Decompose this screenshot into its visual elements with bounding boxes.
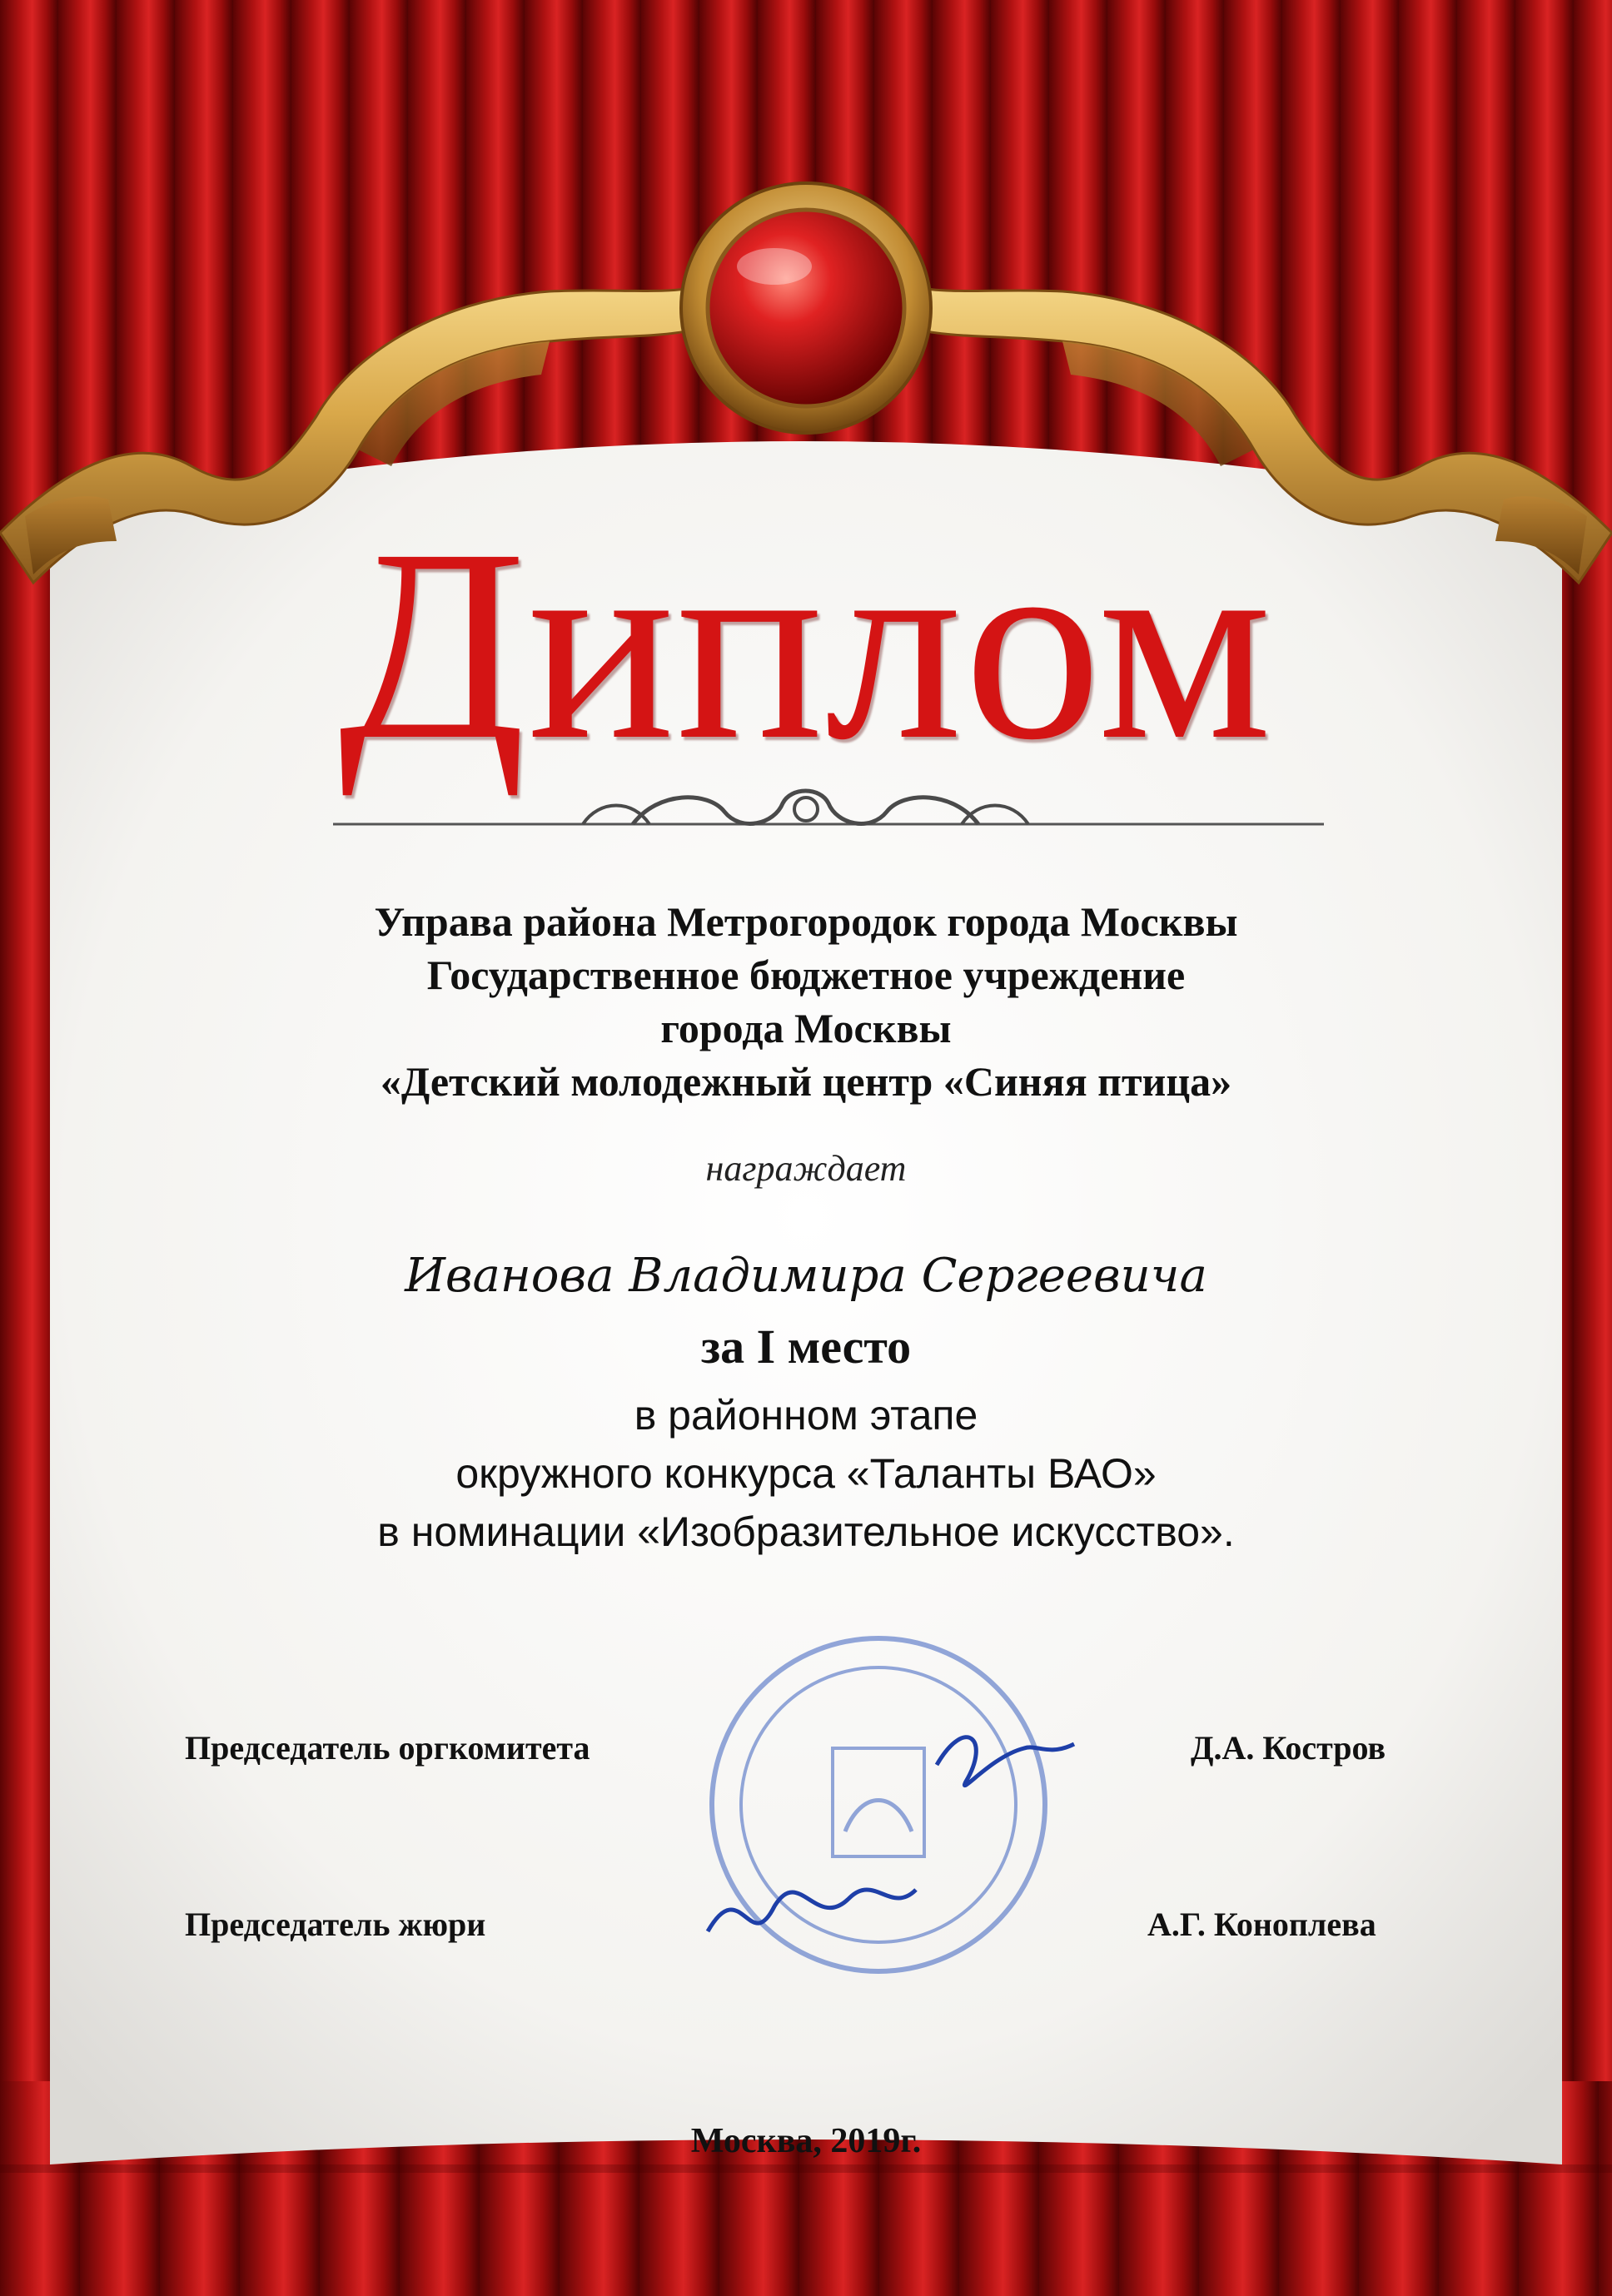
details-line: в номинации «Изобразительное искусство». — [377, 1508, 1235, 1555]
signatory-name: Д.А. Костров — [1191, 1729, 1386, 1767]
details-line: окружного конкурса «Таланты ВАО» — [455, 1450, 1157, 1497]
details-line: в районном этапе — [634, 1392, 978, 1439]
awards-word: награждает — [705, 1148, 907, 1189]
diploma-title: Диплом — [338, 493, 1274, 797]
issuing-organizations — [0, 895, 1612, 1108]
signatory-role: Председатель оргкомитета — [185, 1729, 590, 1767]
organization-line: города Москвы — [660, 1005, 952, 1051]
recipient-name: Иванова Владимира Сергеевича — [405, 1249, 1207, 1303]
award-place: за I место — [700, 1319, 912, 1374]
place-and-date: Москва, 2019г. — [690, 2122, 922, 2160]
organization-line: Государственное бюджетное учреждение — [426, 952, 1186, 998]
signatory-name: А.Г. Коноплева — [1147, 1906, 1376, 1943]
signatory-role: Председатель жюри — [185, 1906, 486, 1943]
organization-line: Управа района Метрогородок города Москвы — [374, 898, 1238, 945]
award-details — [0, 1386, 1612, 1561]
organization-line: «Детский молодежный центр «Синяя птица» — [380, 1058, 1232, 1105]
